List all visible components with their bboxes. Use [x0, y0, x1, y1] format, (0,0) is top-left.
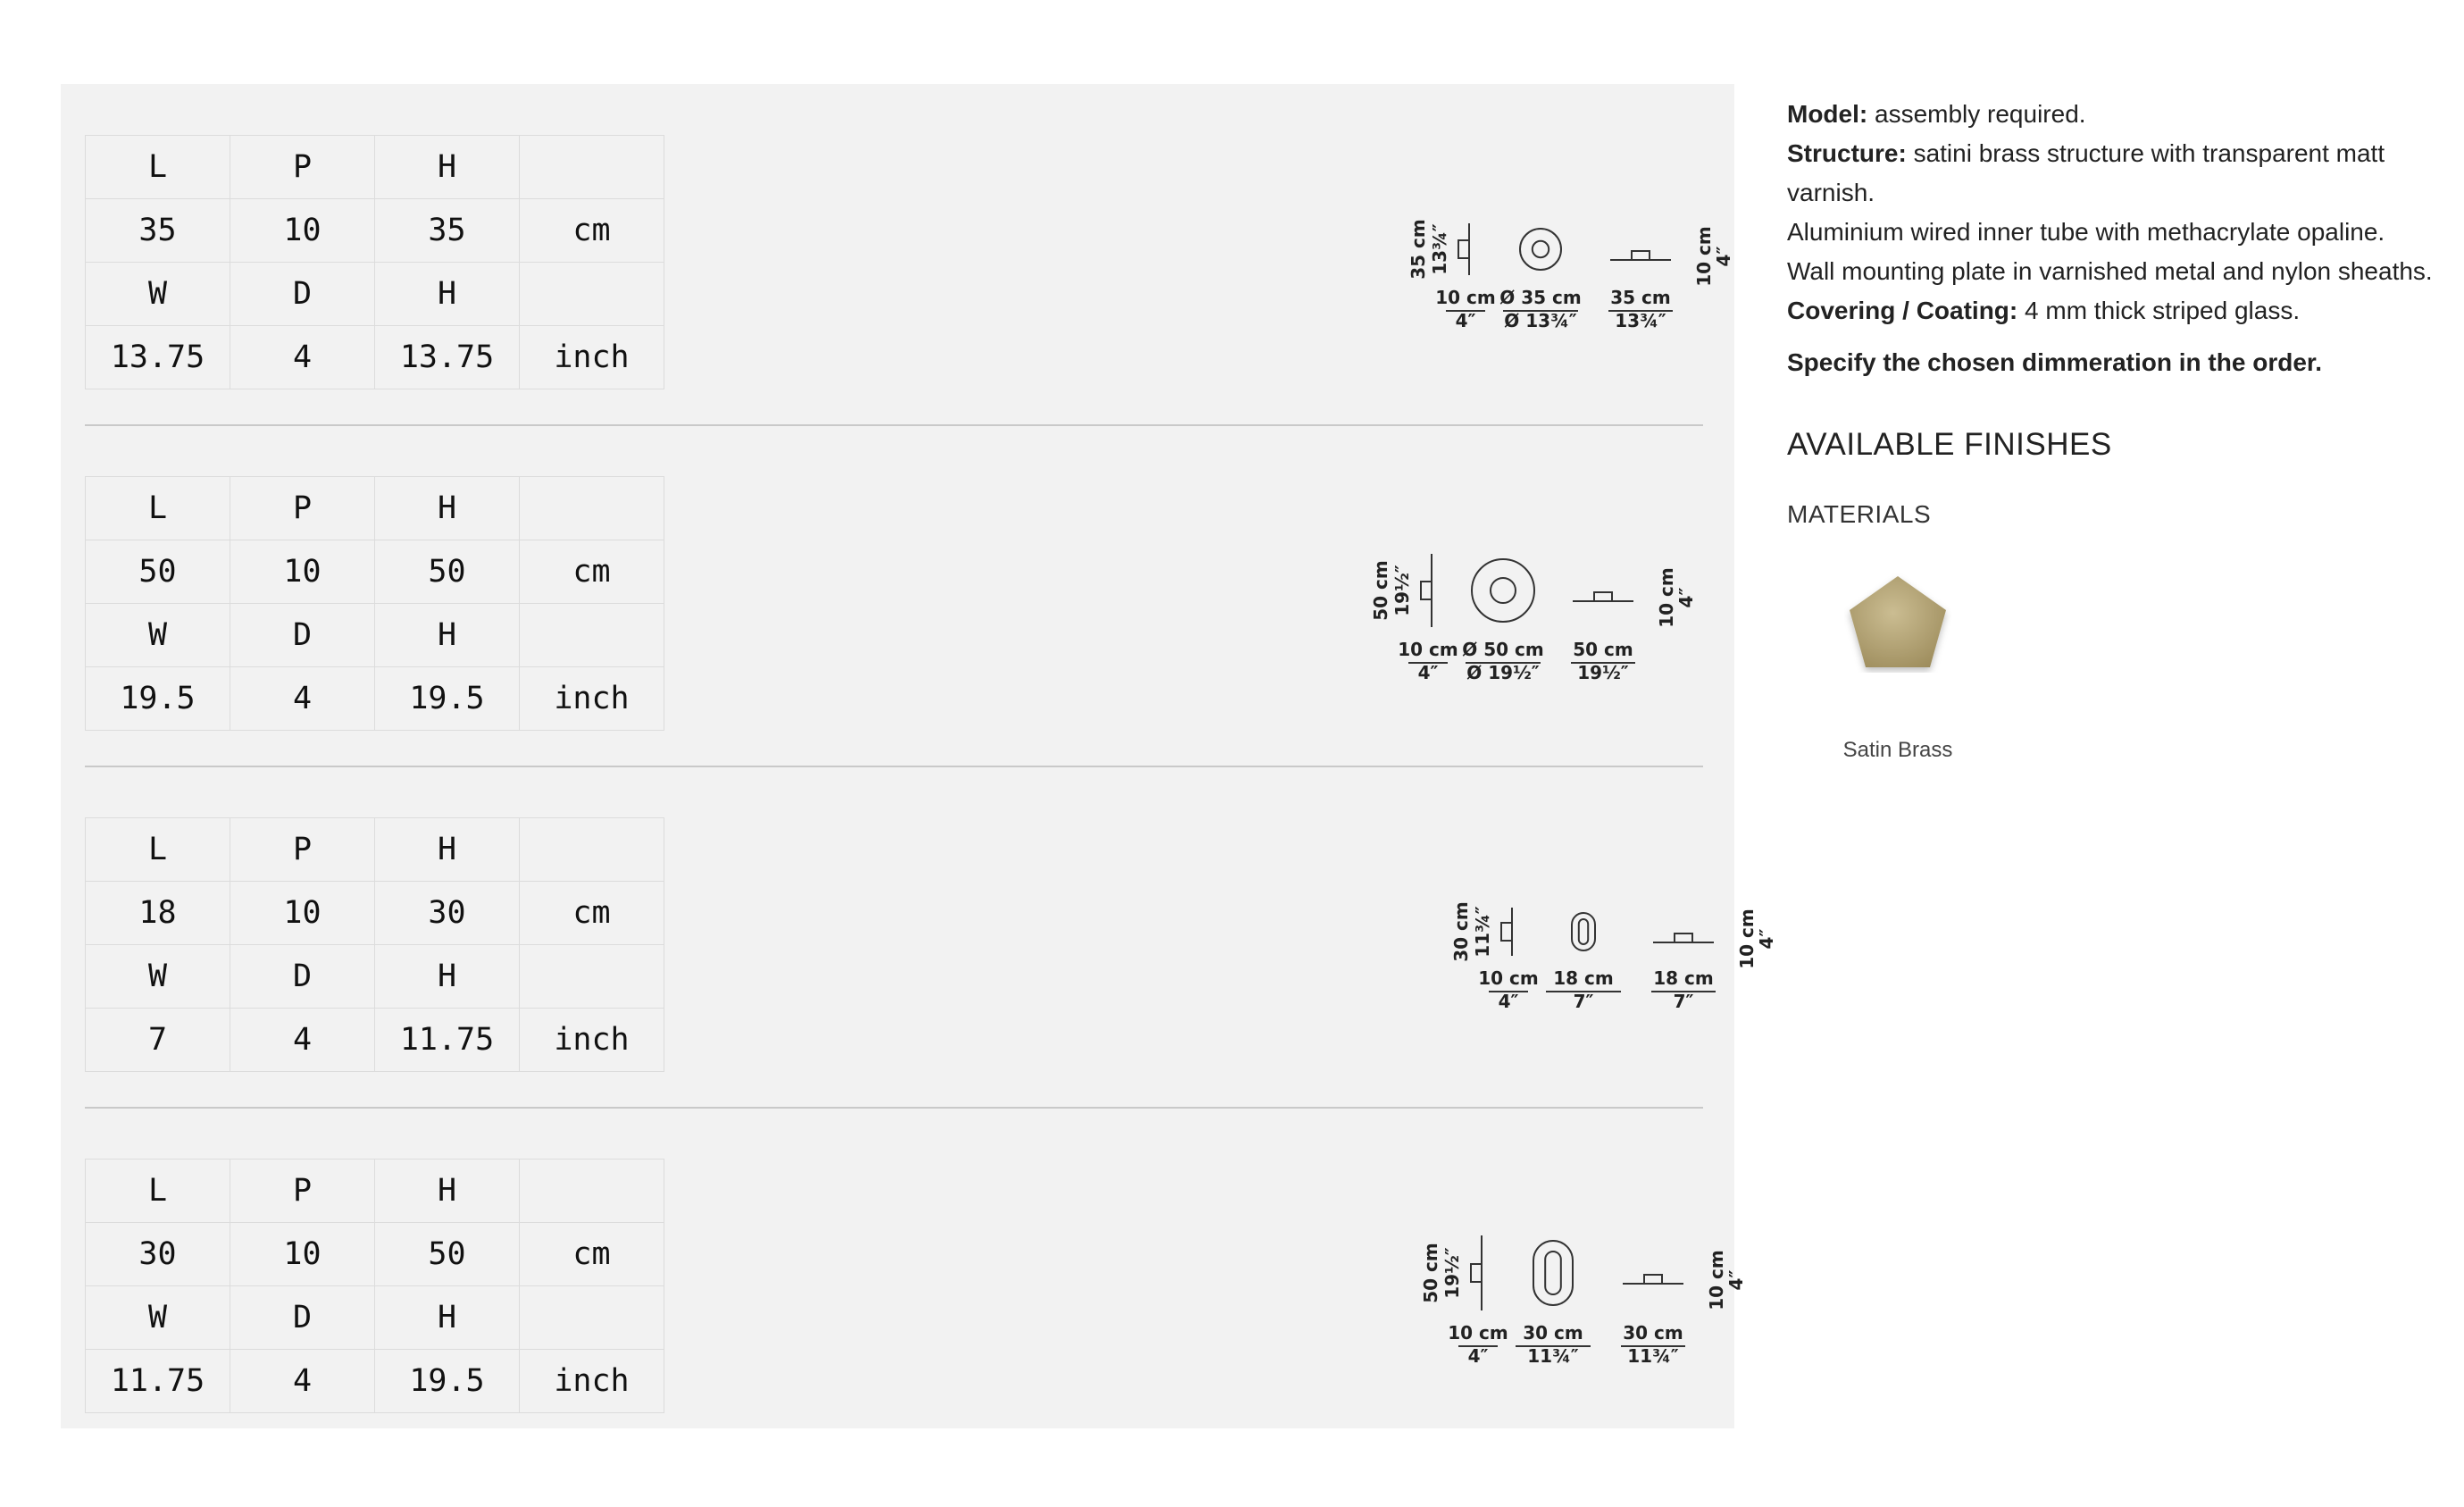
dimension-label: 18 cm — [1553, 967, 1614, 989]
front-view-disc — [1472, 559, 1534, 622]
table-cell: 50 — [86, 540, 230, 604]
dimension-label: Ø 50 cm — [1462, 639, 1544, 660]
table-cell: D — [230, 945, 375, 1009]
technical-drawing — [1369, 524, 1708, 703]
table-cell: 30 — [86, 1223, 230, 1286]
dimensions-panel — [61, 84, 1777, 1428]
table-cell: L — [86, 136, 230, 199]
table-cell: cm — [520, 882, 664, 945]
table-row — [86, 199, 664, 263]
spec-label: Model: — [1787, 100, 1868, 128]
table-cell: 4 — [230, 1009, 375, 1072]
spec-line — [1787, 134, 2448, 213]
technical-drawing — [1419, 1207, 1758, 1386]
size-variant — [85, 426, 1703, 767]
dimension-label: 50 cm — [1370, 560, 1391, 621]
dimension-label: 30 cm — [1523, 1322, 1583, 1344]
dimension-label: 4″ — [1725, 1269, 1747, 1291]
dimensions-table — [85, 476, 664, 731]
table-cell: inch — [520, 1009, 664, 1072]
table-cell — [520, 604, 664, 667]
table-cell: L — [86, 1160, 230, 1223]
table-cell — [520, 263, 664, 326]
table-cell: P — [230, 1160, 375, 1223]
table-cell: H — [375, 1286, 520, 1350]
dimension-label: 50 cm — [1420, 1243, 1441, 1303]
dimension-label: 4″ — [1498, 991, 1519, 1012]
dimension-label: 19½″ — [1577, 662, 1629, 683]
size-variant — [85, 1109, 1747, 1450]
satin-brass-label: Satin Brass — [1842, 738, 1953, 762]
table-cell: W — [86, 604, 230, 667]
table-cell — [520, 1286, 664, 1350]
spec-list — [1787, 95, 2448, 331]
front-view-disc — [1520, 229, 1561, 270]
dimension-label: 35 cm — [1407, 219, 1429, 280]
dimension-label: 13¾″ — [1429, 223, 1450, 275]
size-variant — [85, 85, 1734, 426]
dimension-label: 4″ — [1417, 662, 1439, 683]
dimension-label: 11¾″ — [1472, 906, 1493, 958]
dimension-label: 4″ — [1675, 587, 1697, 608]
table-row — [86, 604, 664, 667]
side-view-body — [1471, 1264, 1482, 1282]
table-cell: H — [375, 604, 520, 667]
dimension-label: Ø 19½″ — [1466, 662, 1540, 683]
table-row — [86, 1160, 664, 1223]
table-cell: 30 — [375, 882, 520, 945]
table-cell: 11.75 — [375, 1009, 520, 1072]
table-cell: D — [230, 604, 375, 667]
table-row — [86, 326, 664, 389]
table-cell: 19.5 — [86, 667, 230, 731]
table-cell: H — [375, 818, 520, 882]
table-row — [86, 1223, 664, 1286]
table-cell: 13.75 — [375, 326, 520, 389]
table-cell: inch — [520, 326, 664, 389]
table-cell: 19.5 — [375, 1350, 520, 1413]
table-cell — [520, 477, 664, 540]
dimension-label: 30 cm — [1623, 1322, 1683, 1344]
table-cell: inch — [520, 1350, 664, 1413]
table-cell: 10 — [230, 199, 375, 263]
table-cell: 10 — [230, 540, 375, 604]
dimension-label: 50 cm — [1573, 639, 1633, 660]
dimension-label: Ø 13¾″ — [1504, 310, 1577, 331]
dimension-label: 10 cm — [1448, 1322, 1508, 1344]
dimension-label: 19½″ — [1441, 1247, 1463, 1299]
technical-drawing — [1407, 183, 1746, 362]
table-row — [86, 667, 664, 731]
dimension-label: Ø 35 cm — [1499, 287, 1582, 308]
dimension-label: 7″ — [1573, 991, 1594, 1012]
dimension-label: 11¾″ — [1527, 1345, 1579, 1367]
satin-brass-swatch[interactable] — [1844, 573, 1951, 673]
dimensions-table — [85, 817, 664, 1072]
table-cell: inch — [520, 667, 664, 731]
dimension-label: 18 cm — [1653, 967, 1714, 989]
dimension-label: 10 cm — [1398, 639, 1458, 660]
front-view-oval — [1533, 1241, 1573, 1305]
front-view-inner — [1579, 919, 1588, 944]
table-cell: 10 — [230, 1223, 375, 1286]
dimension-label: 13¾″ — [1615, 310, 1666, 331]
technical-drawing — [1449, 866, 1789, 1044]
table-row — [86, 882, 664, 945]
dimension-label: 4″ — [1756, 928, 1777, 950]
spec-line — [1787, 252, 2448, 291]
top-view-body — [1632, 251, 1650, 260]
dimmer-note: Specify the chosen dimmeration in the order. — [1787, 348, 2323, 376]
table-cell: L — [86, 818, 230, 882]
top-view-body — [1644, 1275, 1662, 1284]
table-cell: 13.75 — [86, 326, 230, 389]
table-cell: 18 — [86, 882, 230, 945]
table-row — [86, 540, 664, 604]
spec-text: 4 mm thick striped glass. — [2017, 297, 2301, 324]
table-cell: 4 — [230, 326, 375, 389]
table-cell: H — [375, 1160, 520, 1223]
table-row — [86, 1009, 664, 1072]
dimension-label: 10 cm — [1478, 967, 1539, 989]
spec-label: Covering / Coating: — [1787, 297, 2018, 324]
table-cell: P — [230, 136, 375, 199]
dimension-label: 10 cm — [1706, 1250, 1727, 1310]
dimension-label: 7″ — [1673, 991, 1694, 1012]
dimension-label: 10 cm — [1435, 287, 1496, 308]
dimension-label: 35 cm — [1610, 287, 1671, 308]
dimension-label: 19½″ — [1391, 565, 1413, 616]
table-cell: H — [375, 945, 520, 1009]
table-row — [86, 818, 664, 882]
dimensions-table — [85, 135, 664, 389]
table-cell: L — [86, 477, 230, 540]
front-view-inner — [1545, 1252, 1561, 1294]
table-cell — [520, 818, 664, 882]
table-cell: H — [375, 263, 520, 326]
table-cell: cm — [520, 540, 664, 604]
table-row — [86, 263, 664, 326]
spec-line — [1787, 95, 2448, 134]
table-row — [86, 477, 664, 540]
dimension-label: 4″ — [1467, 1345, 1489, 1367]
spec-text: Wall mounting plate in varnished metal and nylon sheaths. — [1787, 257, 2433, 285]
top-view-body — [1594, 592, 1612, 601]
size-variant — [85, 767, 1777, 1109]
spec-line — [1787, 213, 2448, 252]
dimensions-table — [85, 1159, 664, 1413]
table-cell: W — [86, 263, 230, 326]
dimension-label: 30 cm — [1450, 901, 1472, 962]
table-cell: 4 — [230, 1350, 375, 1413]
table-cell: P — [230, 818, 375, 882]
table-row — [86, 945, 664, 1009]
table-cell: 7 — [86, 1009, 230, 1072]
table-cell: cm — [520, 199, 664, 263]
side-view-body — [1421, 582, 1432, 599]
side-view-body — [1458, 240, 1469, 258]
table-cell: W — [86, 945, 230, 1009]
dimension-label: 10 cm — [1736, 908, 1758, 969]
product-description — [1787, 95, 2448, 377]
table-row — [86, 136, 664, 199]
table-cell: 50 — [375, 1223, 520, 1286]
table-cell: 35 — [86, 199, 230, 263]
table-row — [86, 1286, 664, 1350]
spec-label: Structure: — [1787, 139, 1907, 167]
top-view-body — [1675, 934, 1692, 942]
table-cell: 50 — [375, 540, 520, 604]
dimension-label: 4″ — [1455, 310, 1476, 331]
dimension-label: 10 cm — [1693, 226, 1715, 287]
table-cell: 4 — [230, 667, 375, 731]
spec-text: satini brass structure with transparent matt varnish. — [1787, 139, 2385, 206]
table-cell — [520, 136, 664, 199]
spec-text: assembly required. — [1867, 100, 2086, 128]
table-cell: 19.5 — [375, 667, 520, 731]
table-cell: H — [375, 136, 520, 199]
side-view-body — [1501, 923, 1512, 941]
spec-text: Aluminium wired inner tube with methacrylate opaline. — [1787, 218, 2385, 246]
table-cell — [520, 945, 664, 1009]
table-cell: 11.75 — [86, 1350, 230, 1413]
spec-line — [1787, 291, 2448, 331]
dimension-label: 11¾″ — [1627, 1345, 1679, 1367]
materials-heading: MATERIALS — [1787, 500, 1932, 528]
dimension-label: 10 cm — [1656, 567, 1677, 628]
dimension-label: 4″ — [1713, 246, 1734, 267]
table-cell: 10 — [230, 882, 375, 945]
front-view-center — [1491, 578, 1516, 603]
table-cell — [520, 1160, 664, 1223]
table-cell: D — [230, 263, 375, 326]
table-cell: W — [86, 1286, 230, 1350]
table-row — [86, 1350, 664, 1413]
table-cell: H — [375, 477, 520, 540]
available-finishes-heading: AVAILABLE FINISHES — [1787, 427, 2112, 462]
table-cell: 35 — [375, 199, 520, 263]
front-view-center — [1533, 241, 1549, 257]
table-cell: D — [230, 1286, 375, 1350]
table-cell: P — [230, 477, 375, 540]
table-cell: cm — [520, 1223, 664, 1286]
